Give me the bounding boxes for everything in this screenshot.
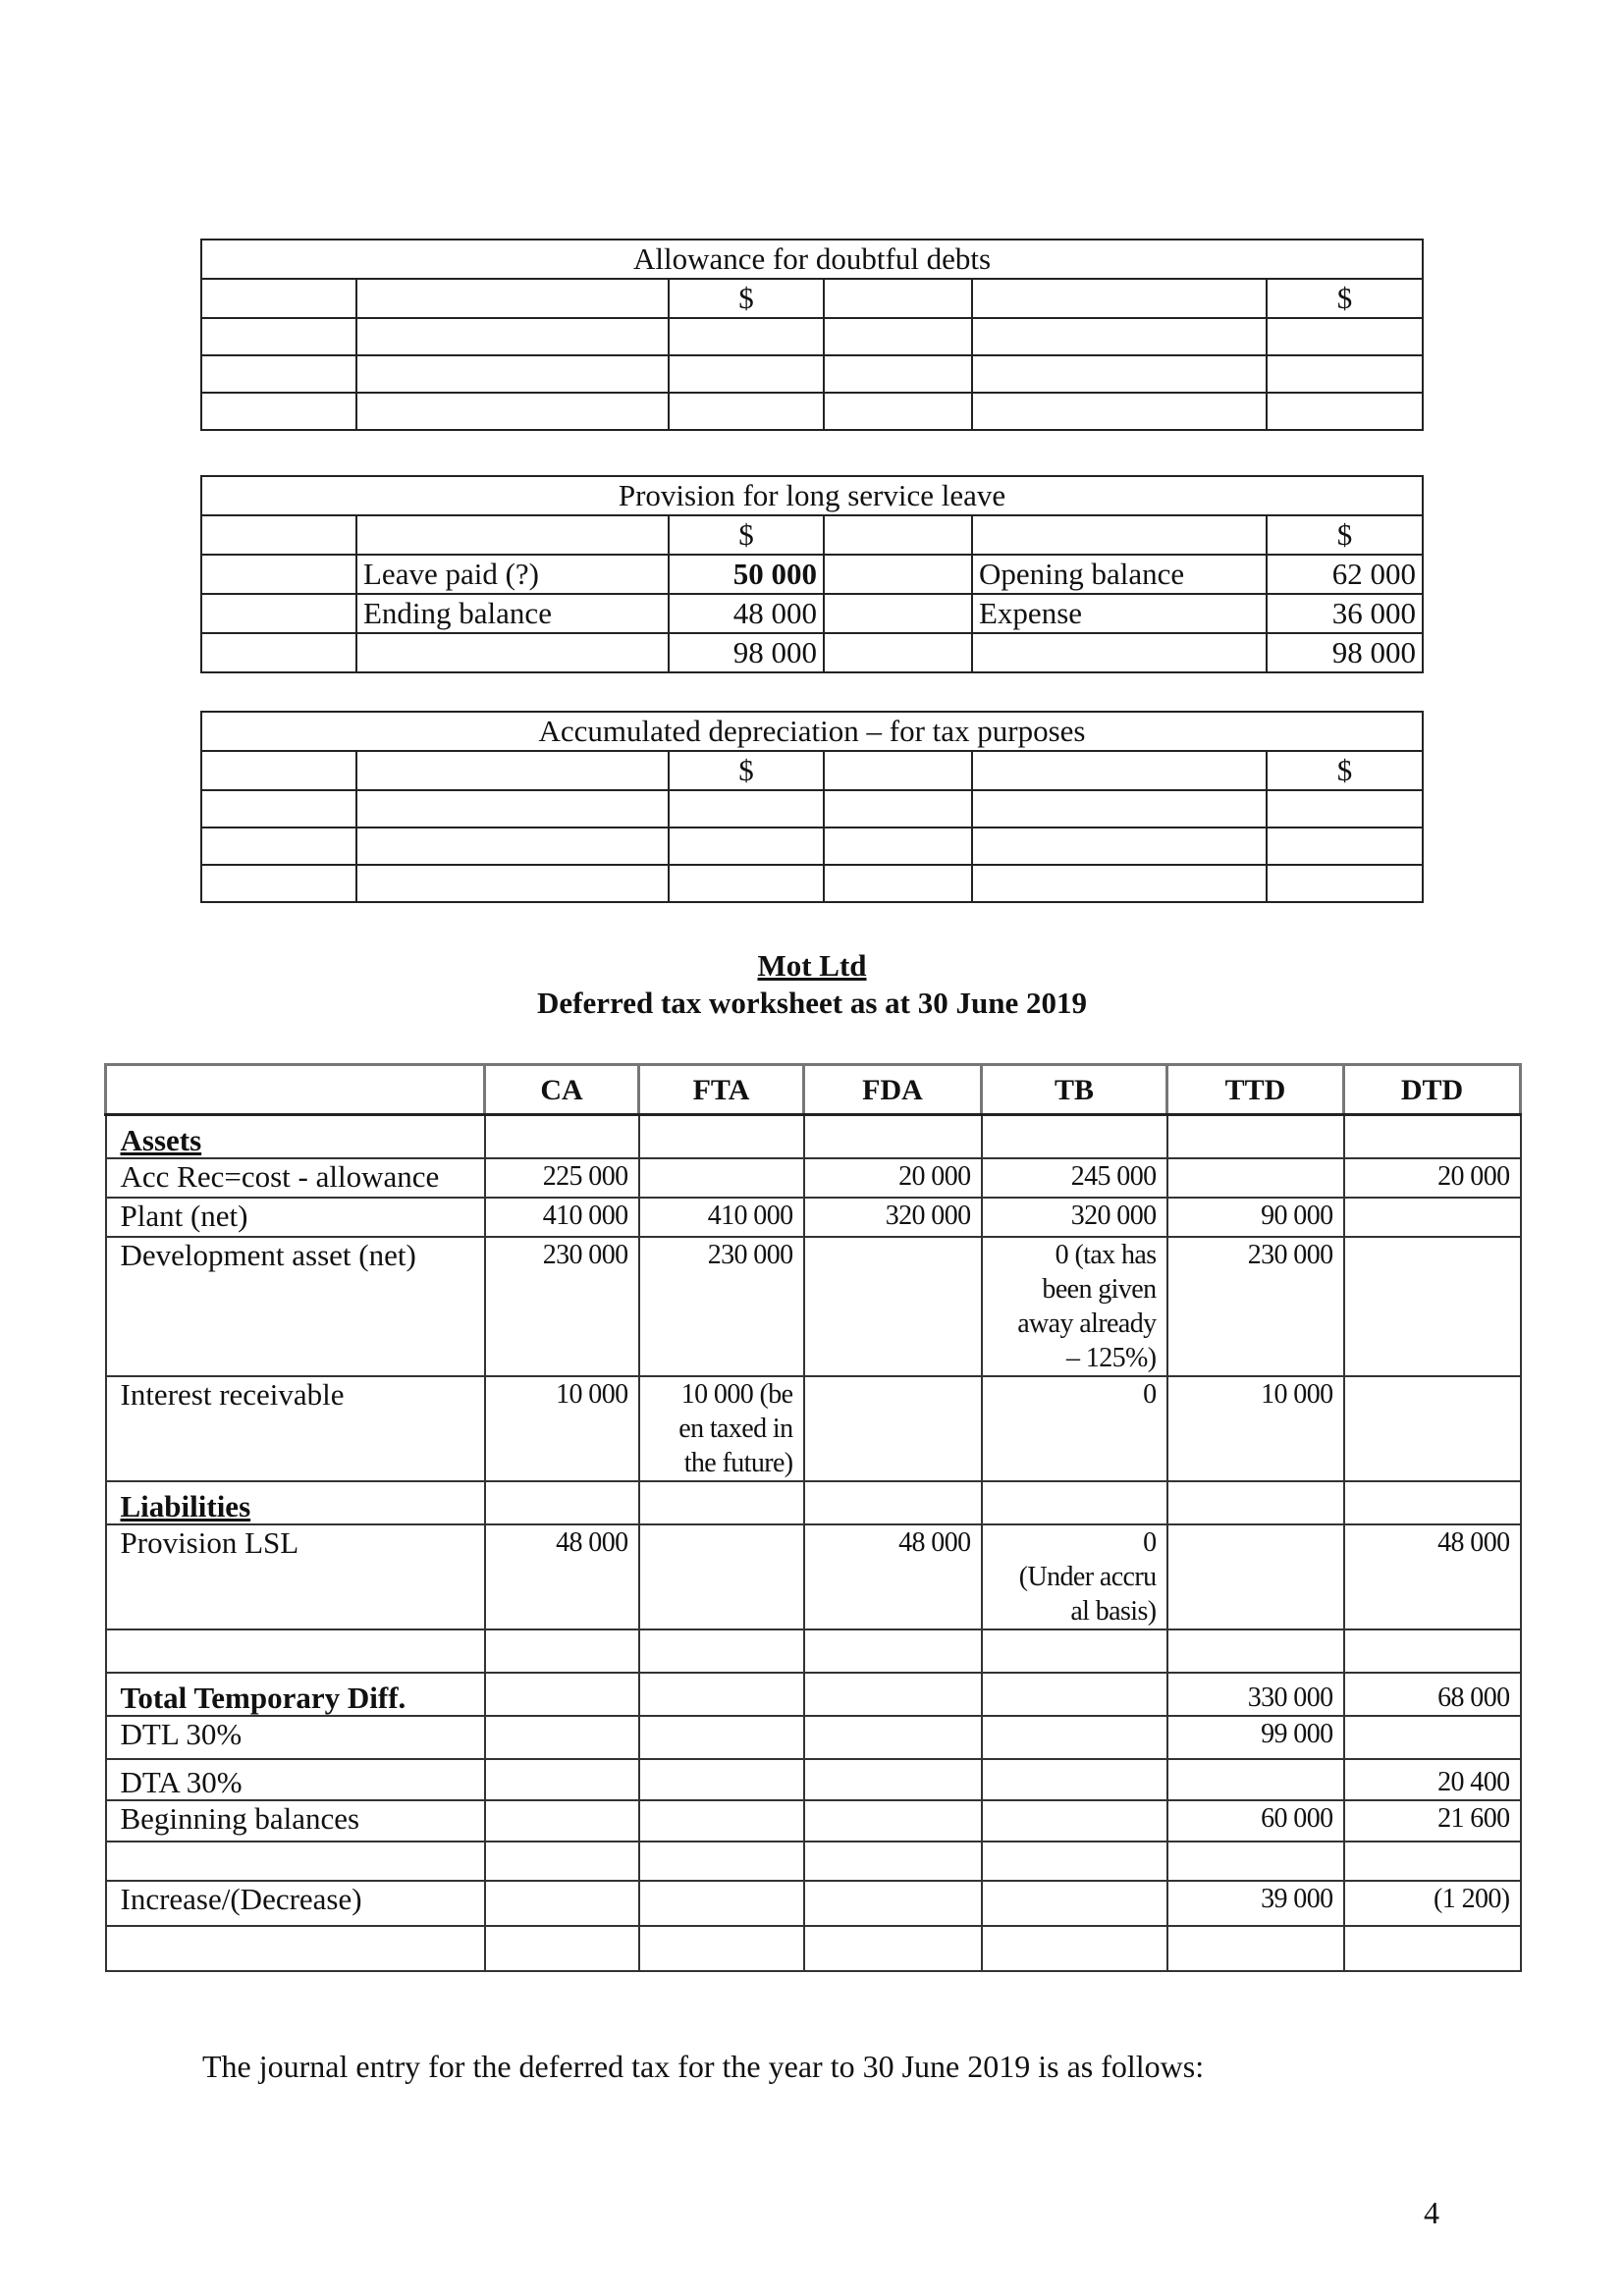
dtd-value: 48 000 (1344, 1524, 1521, 1629)
column-header: FDA (804, 1065, 982, 1115)
ca-value: 410 000 (485, 1198, 639, 1237)
tb-value (982, 1237, 1167, 1376)
fta-note-line: en taxed in (678, 1413, 793, 1444)
account-title: Allowance for doubtful debts (201, 240, 1423, 279)
row-label: DTA 30% (106, 1759, 485, 1800)
entry-label: Expense (972, 594, 1267, 633)
tb-value (982, 1524, 1167, 1629)
entry-amount: 48 000 (669, 594, 824, 633)
entry-label: Leave paid (?) (356, 555, 669, 594)
left-currency: $ (669, 515, 824, 555)
tb-value: 0 (982, 1376, 1167, 1481)
tb-value: 320 000 (982, 1198, 1167, 1237)
dtd-value (1344, 1198, 1521, 1237)
row-label: Beginning balances (106, 1800, 485, 1842)
dtd-value: 68 000 (1344, 1673, 1521, 1716)
fta-note-line: 10 000 (be (680, 1378, 793, 1410)
accumulated-depreciation-tax-account (200, 711, 1424, 903)
ca-value: 230 000 (485, 1237, 639, 1376)
tb-note-line: 0 (tax has (1055, 1239, 1157, 1270)
table-row (106, 1376, 1521, 1481)
table-row (106, 1198, 1521, 1237)
tb-note-line: (Under accru (1018, 1561, 1157, 1592)
ttd-value: 230 000 (1167, 1237, 1344, 1376)
entry-label (356, 633, 669, 672)
ttd-value: 39 000 (1167, 1881, 1344, 1926)
page-number: 4 (1424, 2195, 1439, 2230)
fda-value (804, 1237, 982, 1376)
worksheet-header-row (106, 1065, 1521, 1115)
section-label-liabilities: Liabilities (120, 1488, 251, 1523)
company-name: Mot Ltd (757, 948, 867, 983)
table-row (106, 1716, 1521, 1759)
entry-amount: 36 000 (1267, 594, 1423, 633)
entry-amount: 62 000 (1267, 555, 1423, 594)
row-label: Total Temporary Diff. (106, 1673, 485, 1716)
tb-value: 245 000 (982, 1158, 1167, 1198)
row-label: Development asset (net) (106, 1237, 485, 1376)
tb-note-line: al basis) (1070, 1595, 1157, 1627)
ttd-value: 99 000 (1167, 1716, 1344, 1759)
journal-entry-intro: The journal entry for the deferred tax for the year to 30 June 2019 is as follows: (202, 2049, 1205, 2084)
ttd-value (1167, 1158, 1344, 1198)
account-row (201, 594, 1423, 633)
section-row (106, 1115, 1521, 1158)
tb-note-line: away already (1017, 1308, 1157, 1339)
left-currency: $ (669, 279, 824, 318)
entry-label (972, 633, 1267, 672)
dtd-value: 21 600 (1344, 1800, 1521, 1842)
tb-note-line: 0 (1143, 1526, 1157, 1558)
ttd-value (1167, 1524, 1344, 1629)
dtd-value: 20 000 (1344, 1158, 1521, 1198)
fta-value (639, 1376, 804, 1481)
entry-label: Opening balance (972, 555, 1267, 594)
dtd-value (1344, 1376, 1521, 1481)
section-label-assets: Assets (120, 1122, 202, 1157)
fta-value (639, 1524, 804, 1629)
dtd-value (1344, 1237, 1521, 1376)
row-label: DTL 30% (106, 1716, 485, 1759)
total-row (106, 1673, 1521, 1716)
table-row (106, 1158, 1521, 1198)
fta-note-line: the future) (683, 1447, 793, 1478)
total-amount: 98 000 (669, 633, 824, 672)
spacer-row (106, 1926, 1521, 1971)
table-row (106, 1881, 1521, 1926)
dtd-value: 20 400 (1344, 1759, 1521, 1800)
left-currency: $ (669, 751, 824, 790)
spacer-row (106, 1842, 1521, 1881)
row-label: Plant (net) (106, 1198, 485, 1237)
ca-value: 225 000 (485, 1158, 639, 1198)
fta-value: 410 000 (639, 1198, 804, 1237)
account-row (201, 555, 1423, 594)
ttd-value: 10 000 (1167, 1376, 1344, 1481)
ca-value: 48 000 (485, 1524, 639, 1629)
tb-note-line: – 125%) (1066, 1342, 1157, 1373)
column-header: TTD (1167, 1065, 1344, 1115)
entry-label: Ending balance (356, 594, 669, 633)
column-header: CA (485, 1065, 639, 1115)
row-label: Increase/(Decrease) (106, 1881, 485, 1926)
fda-value: 48 000 (804, 1524, 982, 1629)
table-row (106, 1524, 1521, 1629)
row-label: Interest receivable (106, 1376, 485, 1481)
fta-value (639, 1158, 804, 1198)
fta-value: 230 000 (639, 1237, 804, 1376)
deferred-tax-worksheet (104, 1063, 1522, 1972)
allowance-doubtful-debts-account (200, 239, 1424, 431)
fda-value: 320 000 (804, 1198, 982, 1237)
column-header: FTA (639, 1065, 804, 1115)
row-label: Provision LSL (106, 1524, 485, 1629)
table-row (106, 1237, 1521, 1376)
table-row (106, 1759, 1521, 1800)
right-currency: $ (1267, 515, 1423, 555)
ttd-value: 90 000 (1167, 1198, 1344, 1237)
tb-note-line: been given (1042, 1273, 1157, 1305)
dtd-value: (1 200) (1344, 1881, 1521, 1926)
fda-value: 20 000 (804, 1158, 982, 1198)
entry-amount: 50 000 (669, 555, 824, 594)
ttd-value: 330 000 (1167, 1673, 1344, 1716)
account-title: Accumulated depreciation – for tax purposes (201, 712, 1423, 751)
row-label: Acc Rec=cost - allowance (106, 1158, 485, 1198)
right-currency: $ (1267, 279, 1423, 318)
column-header: TB (982, 1065, 1167, 1115)
dtd-value (1344, 1716, 1521, 1759)
ttd-value: 60 000 (1167, 1800, 1344, 1842)
account-title: Provision for long service leave (201, 476, 1423, 515)
account-total-row (201, 633, 1423, 672)
section-row (106, 1481, 1521, 1524)
worksheet-heading (0, 947, 1624, 1022)
ca-value: 10 000 (485, 1376, 639, 1481)
total-amount: 98 000 (1267, 633, 1423, 672)
right-currency: $ (1267, 751, 1423, 790)
provision-long-service-leave-account (200, 475, 1424, 673)
worksheet-title: Deferred tax worksheet as at 30 June 2019 (537, 986, 1087, 1020)
column-header: DTD (1344, 1065, 1521, 1115)
ttd-value (1167, 1759, 1344, 1800)
spacer-row (106, 1629, 1521, 1673)
table-row (106, 1800, 1521, 1842)
fda-value (804, 1376, 982, 1481)
